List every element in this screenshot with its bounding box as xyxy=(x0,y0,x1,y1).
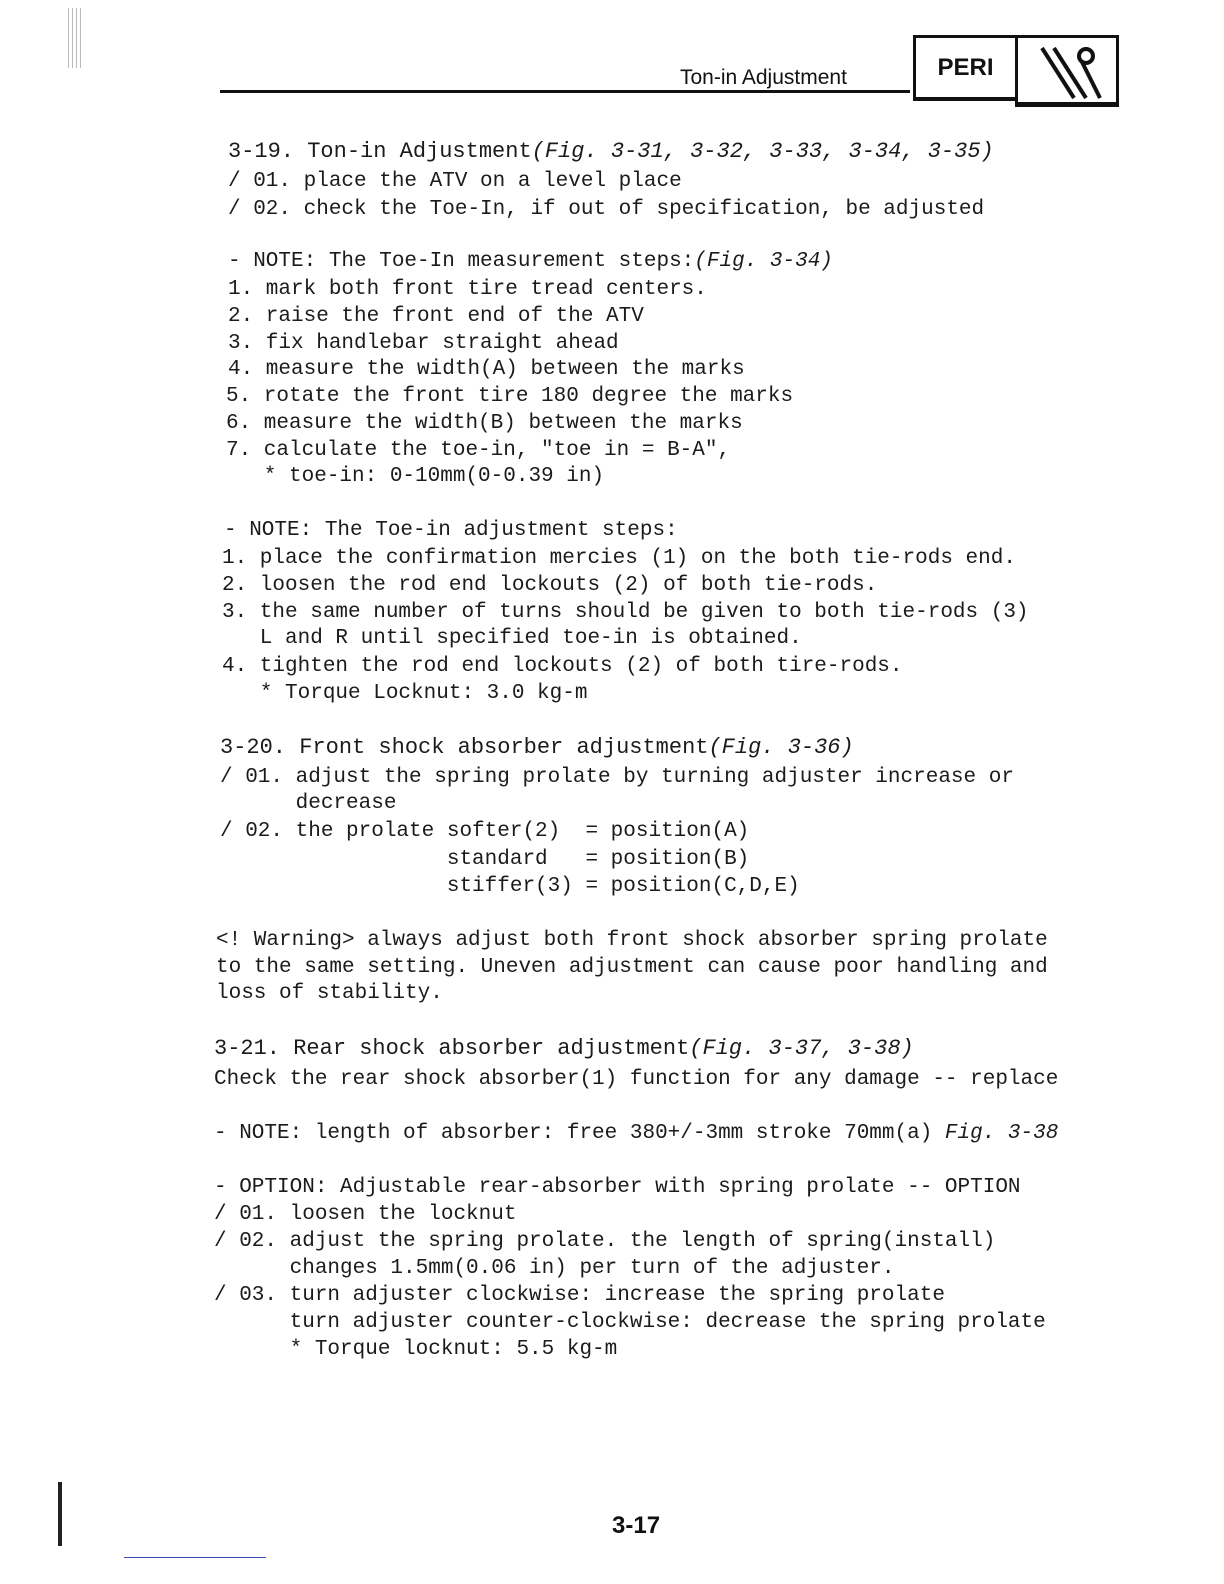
s21-note-length: - NOTE: length of absorber: free 380+/-3mm stroke 70mm(a) Fig. 3-38 xyxy=(214,1122,1059,1145)
s21-option-03: / 03. turn adjuster clockwise: increase the spring prolate xyxy=(214,1284,945,1307)
s19-step-02: / 02. check the Toe-In, if out of specification, be adjusted xyxy=(228,198,985,221)
measure-step-1: 1. mark both front tire tread centers. xyxy=(228,278,707,301)
s20-step-01-cont: decrease xyxy=(220,792,397,815)
adjust-step-2: 2. loosen the rod end lockouts (2) of both tie-rods. xyxy=(222,574,878,597)
s20-step-02: / 02. the prolate softer(2) = position(A) xyxy=(220,820,750,843)
torque-spec-2: * Torque locknut: 5.5 kg-m xyxy=(214,1338,618,1361)
toe-in-spec: * toe-in: 0-10mm(0-0.39 in) xyxy=(226,465,605,488)
warning-line-1: <! Warning> always adjust both front shock absorber spring prolate xyxy=(216,929,1048,952)
s19-note-adjustment: - NOTE: The Toe-in adjustment steps: xyxy=(224,519,678,542)
header-rule xyxy=(220,90,910,93)
warning-line-3: loss of stability. xyxy=(216,982,443,1005)
s20-step-02-standard: standard = position(B) xyxy=(220,848,750,871)
measure-step-7: 7. calculate the toe-in, "toe in = B-A", xyxy=(226,439,731,462)
measure-step-3: 3. fix handlebar straight ahead xyxy=(228,332,619,355)
s21-check: Check the rear shock absorber(1) function for any damage -- replace xyxy=(214,1068,1059,1091)
scan-artifact xyxy=(58,1482,62,1546)
adjust-step-3: 3. the same number of turns should be given to both tie-rods (3) xyxy=(222,601,1029,624)
s19-note-measurement: - NOTE: The Toe-In measurement steps:(Fig. 3-34) xyxy=(228,250,833,273)
warning-line-2: to the same setting. Uneven adjustment can cause poor handling and xyxy=(216,956,1048,979)
section-badge: PERI xyxy=(913,35,1015,101)
tool-badge xyxy=(1015,35,1119,107)
s19-step-01: / 01. place the ATV on a level place xyxy=(228,170,682,193)
s21-option-01: / 01. loosen the locknut xyxy=(214,1203,517,1226)
adjust-step-4: 4. tighten the rod end lockouts (2) of both tire-rods. xyxy=(222,655,903,678)
adjust-step-1: 1. place the confirmation mercies (1) on the both tie-rods end. xyxy=(222,547,1016,570)
wrench-screwdriver-icon xyxy=(1034,42,1104,102)
adjust-step-3-cont: L and R until specified toe-in is obtained. xyxy=(222,627,802,650)
s21-option-03-cont: turn adjuster counter-clockwise: decrease the spring prolate xyxy=(214,1311,1046,1334)
measure-step-4: 4. measure the width(A) between the marks xyxy=(228,358,745,381)
section-3-19-title: 3-19. Ton-in Adjustment(Fig. 3-31, 3-32, 3-33, 3-34, 3-35) xyxy=(228,139,994,164)
page-header-title: Ton-in Adjustment xyxy=(680,66,847,89)
scan-artifact xyxy=(66,8,82,68)
measure-step-2: 2. raise the front end of the ATV xyxy=(228,305,644,328)
footer-rule xyxy=(124,1557,266,1558)
s21-option-02-cont: changes 1.5mm(0.06 in) per turn of the adjuster. xyxy=(214,1257,895,1280)
s21-option-02: / 02. adjust the spring prolate. the length of spring(install) xyxy=(214,1230,996,1253)
torque-spec-1: * Torque Locknut: 3.0 kg-m xyxy=(222,682,588,705)
s20-step-01: / 01. adjust the spring prolate by turning adjuster increase or xyxy=(220,766,1014,789)
s20-step-02-stiffer: stiffer(3) = position(C,D,E) xyxy=(220,875,800,898)
section-3-20-title: 3-20. Front shock absorber adjustment(Fig. 3-36) xyxy=(220,735,854,760)
measure-step-5: 5. rotate the front tire 180 degree the marks xyxy=(226,385,794,408)
measure-step-6: 6. measure the width(B) between the marks xyxy=(226,412,743,435)
page-number: 3-17 xyxy=(612,1512,661,1539)
s21-option: - OPTION: Adjustable rear-absorber with spring prolate -- OPTION xyxy=(214,1176,1021,1199)
section-3-21-title: 3-21. Rear shock absorber adjustment(Fig. 3-37, 3-38) xyxy=(214,1036,914,1061)
